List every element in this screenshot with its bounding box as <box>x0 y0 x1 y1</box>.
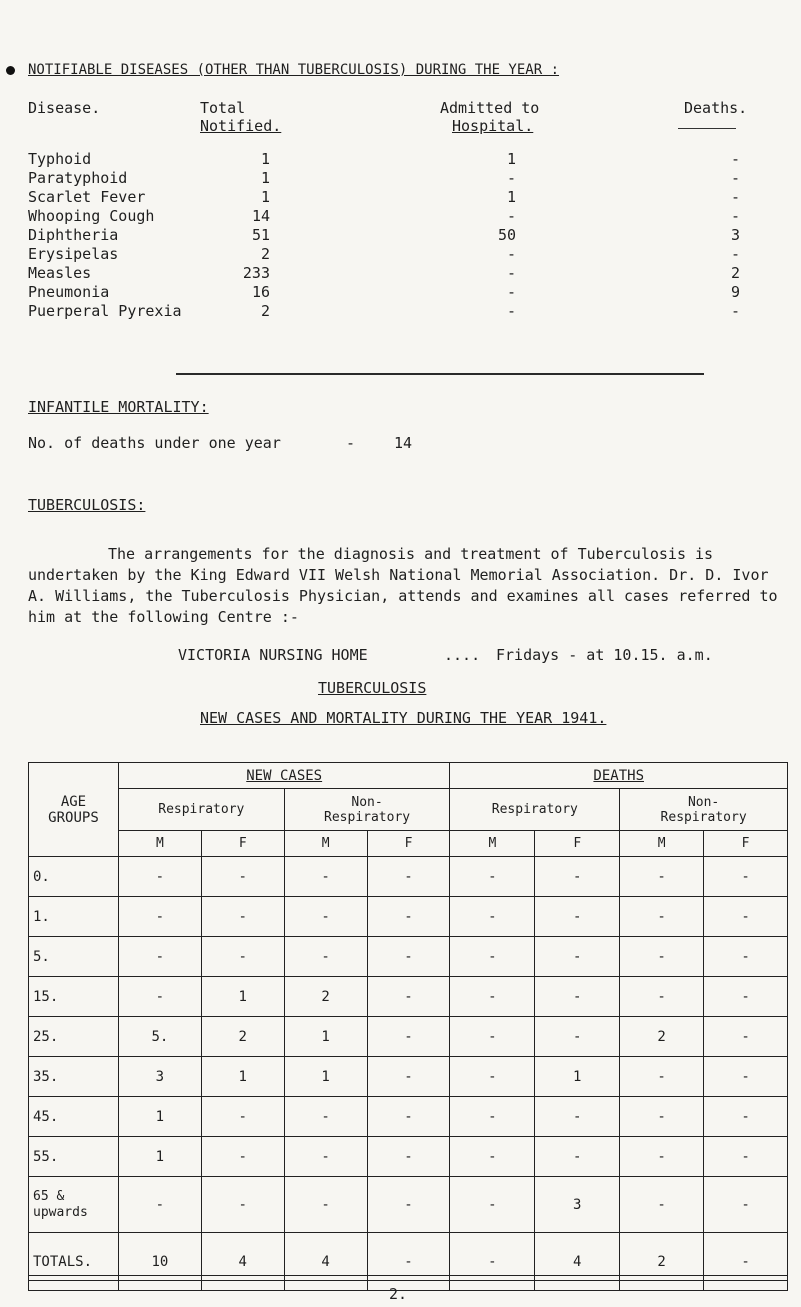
age-group-cell: 25. <box>29 1017 119 1057</box>
total-cell: - <box>704 1233 788 1291</box>
value-cell: - <box>367 857 450 897</box>
value-cell: - <box>118 857 201 897</box>
notified-count: 51 <box>251 226 270 244</box>
col-notified-1: Total <box>200 99 246 117</box>
disease-name: Paratyphoid <box>28 169 128 187</box>
total-cell: - <box>367 1233 450 1291</box>
value-cell: - <box>367 1097 450 1137</box>
table-row <box>29 857 788 897</box>
deaths-header: DEATHS <box>450 763 788 789</box>
disease-row <box>28 245 788 265</box>
col-notified-2: Notified. <box>200 117 282 135</box>
disease-row <box>28 150 788 170</box>
admitted-count: - <box>506 264 516 282</box>
table-row <box>29 1017 788 1057</box>
value-cell: - <box>284 1097 367 1137</box>
value-cell: - <box>118 937 201 977</box>
value-cell: - <box>201 857 284 897</box>
value-cell: 1 <box>535 1057 620 1097</box>
value-cell: - <box>535 937 620 977</box>
deaths-count: - <box>730 188 740 206</box>
value-cell: - <box>284 1137 367 1177</box>
table-row <box>29 1057 788 1097</box>
value-cell: - <box>367 1057 450 1097</box>
age-group-cell: 45. <box>29 1097 119 1137</box>
col-admitted-2: Hospital. <box>452 117 534 135</box>
totals-row <box>29 1233 788 1291</box>
notified-count: 1 <box>260 169 270 187</box>
age-header-line1: AGE <box>60 793 87 810</box>
value-cell: - <box>704 1097 788 1137</box>
value-cell: - <box>704 977 788 1017</box>
disease-name: Whooping Cough <box>28 207 155 225</box>
tb-table-title: TUBERCULOSIS <box>318 679 427 697</box>
value-cell: - <box>535 857 620 897</box>
value-cell: - <box>704 897 788 937</box>
disease-row <box>28 283 788 303</box>
age-group-cell: 35. <box>29 1057 119 1097</box>
col-disease: Disease. <box>28 99 101 117</box>
value-cell: - <box>620 1177 704 1233</box>
tb-paragraph: The arrangements for the diagnosis and treatment of Tuberculosis is undertaken by the King Edward VII Welsh National Memorial Association. Dr. D. Ivor A. Williams, the Tuberculosis Physician, attends and examines all cases referred to him at the following Centre :- <box>28 545 778 626</box>
value-cell: - <box>201 897 284 937</box>
table-bottom-rule <box>28 1275 788 1281</box>
deaths-count: - <box>730 245 740 263</box>
value-cell: - <box>450 857 535 897</box>
deaths-count: 2 <box>730 264 740 282</box>
deaths-underline <box>678 128 736 129</box>
deaths-count: 3 <box>730 226 740 244</box>
value-cell: - <box>620 1057 704 1097</box>
value-cell: - <box>118 897 201 937</box>
disease-row <box>28 188 788 208</box>
value-cell: 2 <box>620 1017 704 1057</box>
disease-row <box>28 207 788 227</box>
infantile-dash: - <box>346 434 356 452</box>
value-cell: 2 <box>201 1017 284 1057</box>
disease-name: Puerperal Pyrexia <box>28 302 182 320</box>
total-cell: 4 <box>535 1233 620 1291</box>
sex-header: M <box>284 831 367 857</box>
value-cell: - <box>450 1097 535 1137</box>
death-respiratory-header: Respiratory <box>450 789 620 831</box>
death-nonresp-line1: Non- <box>687 794 720 810</box>
value-cell: - <box>620 937 704 977</box>
value-cell: - <box>620 1137 704 1177</box>
disease-name: Measles <box>28 264 92 282</box>
value-cell: - <box>284 857 367 897</box>
table-row <box>29 897 788 937</box>
value-cell: - <box>535 1017 620 1057</box>
page-header: NOTIFIABLE DISEASES (OTHER THAN TUBERCULOSIS) DURING THE YEAR : <box>28 62 560 78</box>
age-group-cell: 0. <box>29 857 119 897</box>
admitted-count: 1 <box>506 188 516 206</box>
deaths-count: - <box>730 302 740 320</box>
infantile-label: No. of deaths under one year <box>28 434 281 452</box>
value-cell: - <box>367 897 450 937</box>
totals-label: TOTALS. <box>29 1233 119 1291</box>
value-cell: - <box>367 1177 450 1233</box>
new-cases-header: NEW CASES <box>118 763 450 789</box>
new-nonresp-line2: Respiratory <box>324 809 411 825</box>
disease-name: Scarlet Fever <box>28 188 146 206</box>
table-row <box>29 1097 788 1137</box>
value-cell: - <box>118 977 201 1017</box>
disease-name: Pneumonia <box>28 283 110 301</box>
value-cell: - <box>535 897 620 937</box>
col-deaths: Deaths. <box>684 99 748 117</box>
table-row <box>29 1137 788 1177</box>
total-cell: 2 <box>620 1233 704 1291</box>
sex-header: M <box>450 831 535 857</box>
centre-dots: .... <box>444 646 481 664</box>
value-cell: - <box>284 937 367 977</box>
disease-row <box>28 226 788 246</box>
value-cell: 5. <box>118 1017 201 1057</box>
value-cell: - <box>620 977 704 1017</box>
value-cell: - <box>704 857 788 897</box>
value-cell: - <box>201 1137 284 1177</box>
new-nonresp-header <box>284 789 450 831</box>
value-cell: 1 <box>284 1017 367 1057</box>
disease-row <box>28 302 788 322</box>
value-cell: - <box>450 1017 535 1057</box>
value-cell: - <box>704 1057 788 1097</box>
value-cell: - <box>201 1097 284 1137</box>
admitted-count: - <box>506 283 516 301</box>
section-divider <box>176 373 704 375</box>
col-admitted-1: Admitted to <box>440 99 540 117</box>
value-cell: - <box>704 1017 788 1057</box>
age-group-cell: 55. <box>29 1137 119 1177</box>
value-cell: - <box>620 1097 704 1137</box>
deaths-count: - <box>730 207 740 225</box>
infantile-heading: INFANTILE MORTALITY: <box>28 398 209 416</box>
notified-count: 2 <box>260 245 270 263</box>
table-row <box>29 937 788 977</box>
value-cell: - <box>450 897 535 937</box>
value-cell: - <box>367 937 450 977</box>
bullet-dot <box>6 66 15 75</box>
sex-header: F <box>201 831 284 857</box>
value-cell: 1 <box>284 1057 367 1097</box>
value-cell: - <box>450 977 535 1017</box>
infantile-value: 14 <box>394 434 413 452</box>
death-nonresp-line2: Respiratory <box>660 809 747 825</box>
value-cell: 1 <box>118 1137 201 1177</box>
centre-name: VICTORIA NURSING HOME <box>178 646 368 664</box>
value-cell: - <box>620 897 704 937</box>
total-cell: 4 <box>201 1233 284 1291</box>
deaths-count: - <box>730 150 740 168</box>
admitted-count: 50 <box>497 226 516 244</box>
value-cell: - <box>284 897 367 937</box>
tb-cases-table <box>28 762 788 1291</box>
age-header-line2: GROUPS <box>48 809 99 826</box>
value-cell: - <box>704 1137 788 1177</box>
tb-table-subtitle: NEW CASES AND MORTALITY DURING THE YEAR 1941. <box>200 709 607 727</box>
value-cell: - <box>367 1137 450 1177</box>
value-cell: - <box>367 977 450 1017</box>
value-cell: 1 <box>118 1097 201 1137</box>
new-nonresp-line1: Non- <box>351 794 383 810</box>
admitted-count: - <box>506 207 516 225</box>
value-cell: - <box>201 1177 284 1233</box>
notified-count: 1 <box>260 150 270 168</box>
notified-count: 233 <box>242 264 270 282</box>
notified-count: 2 <box>260 302 270 320</box>
new-respiratory-header: Respiratory <box>118 789 284 831</box>
disease-name: Erysipelas <box>28 245 119 263</box>
sex-header: M <box>118 831 201 857</box>
value-cell: - <box>535 1097 620 1137</box>
notified-count: 1 <box>260 188 270 206</box>
age-group-cell: 15. <box>29 977 119 1017</box>
admitted-count: - <box>506 169 516 187</box>
admitted-count: - <box>506 302 516 320</box>
page-number: 2. <box>389 1285 408 1303</box>
value-cell: - <box>367 1017 450 1057</box>
value-cell: 1 <box>201 977 284 1017</box>
table-row <box>29 1177 788 1233</box>
value-cell: - <box>118 1177 201 1233</box>
value-cell: - <box>450 937 535 977</box>
death-nonresp-header <box>620 789 788 831</box>
value-cell: - <box>704 937 788 977</box>
age-groups-header <box>29 763 119 857</box>
value-cell: 2 <box>284 977 367 1017</box>
sex-header: M <box>620 831 704 857</box>
value-cell: - <box>284 1177 367 1233</box>
total-cell: 4 <box>284 1233 367 1291</box>
value-cell: - <box>535 977 620 1017</box>
disease-name: Typhoid <box>28 150 92 168</box>
table-row <box>29 977 788 1017</box>
total-cell: - <box>450 1233 535 1291</box>
age-group-cell: 1. <box>29 897 119 937</box>
value-cell: - <box>450 1177 535 1233</box>
centre-schedule: Fridays - at 10.15. a.m. <box>496 646 713 664</box>
admitted-count: - <box>506 245 516 263</box>
admitted-count: 1 <box>506 150 516 168</box>
value-cell: - <box>450 1137 535 1177</box>
value-cell: - <box>704 1177 788 1233</box>
deaths-count: - <box>730 169 740 187</box>
notified-count: 14 <box>251 207 270 225</box>
sex-header: F <box>367 831 450 857</box>
age-group-cell: 5. <box>29 937 119 977</box>
disease-row <box>28 169 788 189</box>
value-cell: 3 <box>118 1057 201 1097</box>
age-group-cell: 65 & upwards <box>29 1177 119 1233</box>
tb-heading: TUBERCULOSIS: <box>28 496 146 514</box>
value-cell: 3 <box>535 1177 620 1233</box>
notified-count: 16 <box>251 283 270 301</box>
value-cell: - <box>620 857 704 897</box>
disease-name: Diphtheria <box>28 226 119 244</box>
sex-header: F <box>535 831 620 857</box>
value-cell: - <box>450 1057 535 1097</box>
value-cell: - <box>535 1137 620 1177</box>
sex-header: F <box>704 831 788 857</box>
value-cell: 1 <box>201 1057 284 1097</box>
total-cell: 10 <box>118 1233 201 1291</box>
deaths-count: 9 <box>730 283 740 301</box>
value-cell: - <box>201 937 284 977</box>
disease-row <box>28 264 788 284</box>
